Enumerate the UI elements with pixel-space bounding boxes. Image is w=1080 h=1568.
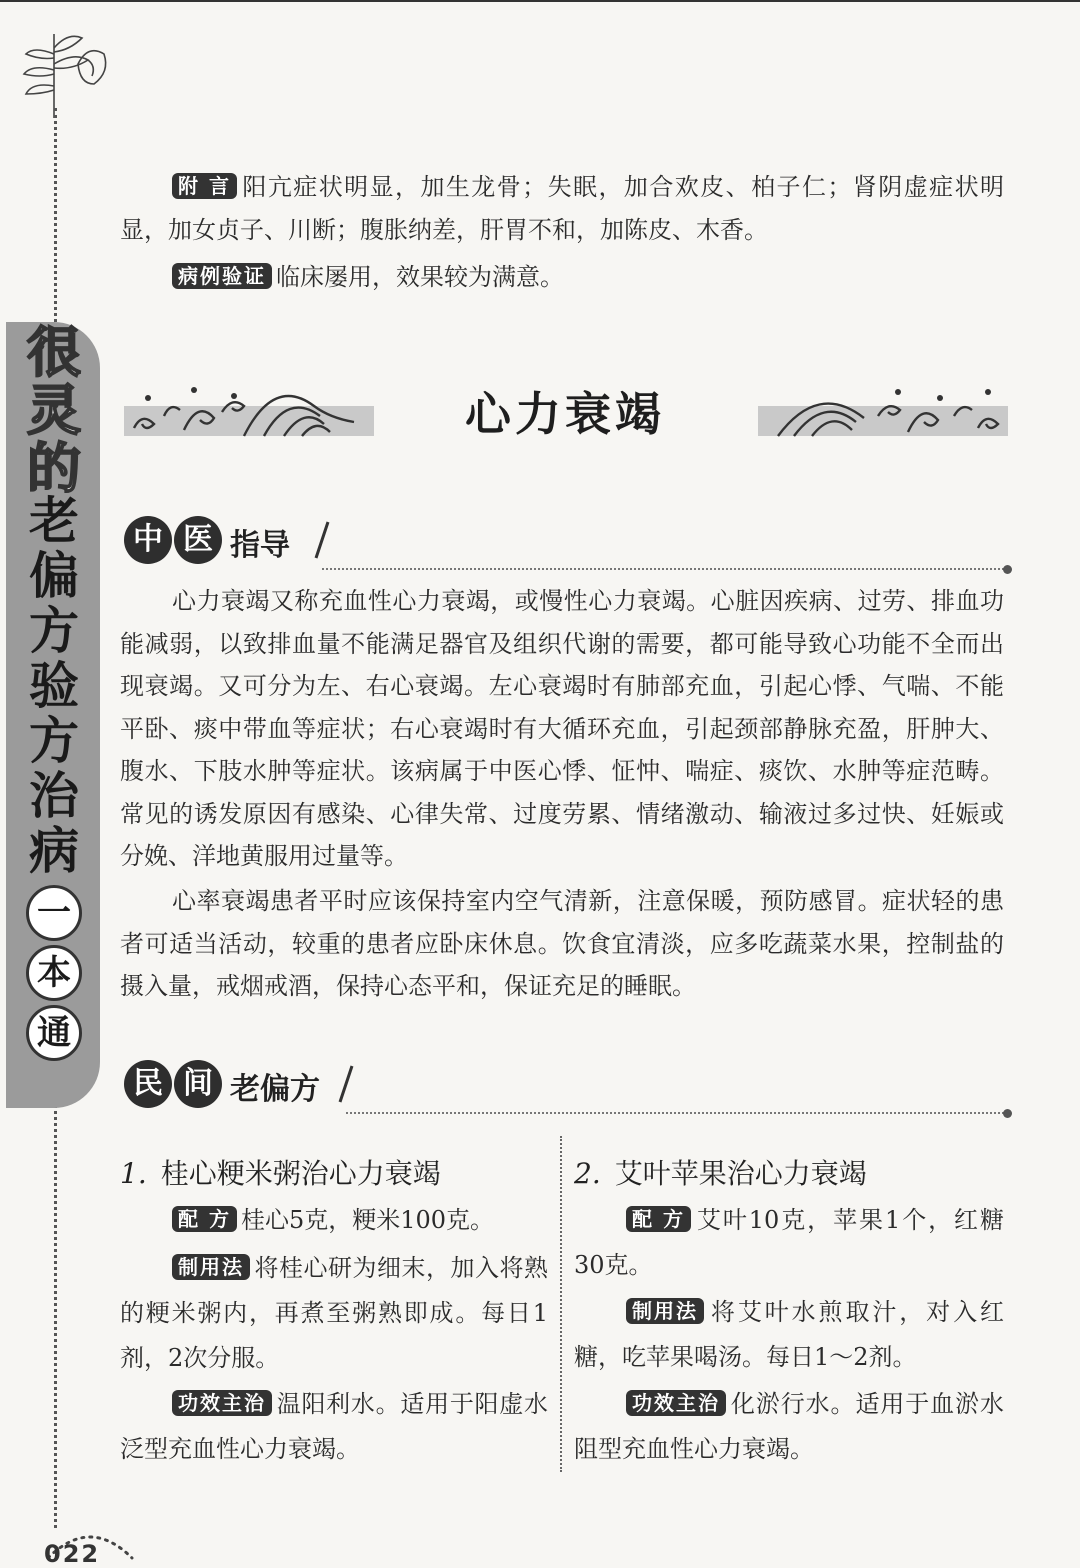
heading-rule-end-dot (1003, 1109, 1012, 1118)
recipe-formula (120, 1198, 548, 1243)
recipe-effect (120, 1382, 548, 1472)
series-title-char: 治 (29, 767, 79, 825)
effect-badge: 功效主治 (626, 1390, 726, 1416)
series-title-char: 灵 (27, 379, 81, 442)
effect-text: 化淤行水。适用于血淤水阻型充血性心力衰竭。 (574, 1390, 1004, 1463)
tcm-guide-paragraph-1: 心力衰竭又称充血性心力衰竭，或慢性心力衰竭。心脏因疾病、过劳、排血功能减弱，以致排血量不能满足器官及组织代谢的需要，都可能导致心功能不全而出现衰竭。又可分为左、右心衰竭。左心衰竭时有肺部充血，引起心悸、气喘、不能平卧、痰中带血等症状；右心衰竭时有大循环充血，引起颈部静脉充盈，肝肿大、腹水、下肢水肿等症状。该病属于中医心悸、怔忡、喘症、痰饮、水肿等症范畴。常见的诱发原因有感染、心律失常、过度劳累、情绪激动、输液过多过快、妊娠或分娩、洋地黄服用过量等。 (120, 587, 1004, 870)
folk-remedies-heading (122, 1060, 1012, 1120)
formula-badge: 配 方 (626, 1206, 691, 1232)
column-divider (560, 1136, 562, 1472)
heading-rule (346, 1112, 1004, 1114)
addendum-text: 阳亢症状明显，加生龙骨；失眠，加合欢皮、柏子仁；肾阴虚症状明显，加女贞子、川断；腹胀纳差，肝胃不和，加陈皮、木香。 (120, 173, 1004, 244)
recipe-title-text: 艾叶苹果治心力衰竭 (614, 1157, 867, 1190)
recipe-effect (574, 1382, 1004, 1472)
method-badge: 制用法 (626, 1298, 704, 1324)
heading-circle-char: 间 (174, 1060, 222, 1108)
series-title-char: 本 (26, 945, 82, 1001)
heading-text: 老偏方 (230, 1072, 320, 1107)
series-title-char: 方 (29, 602, 79, 660)
slash-icon (312, 520, 332, 560)
heading-circle-char: 中 (124, 516, 172, 564)
case-verification-paragraph (120, 256, 1004, 299)
series-title (14, 322, 94, 1061)
recipe-title-text: 桂心粳米粥治心力衰竭 (160, 1157, 441, 1190)
series-title-char: 很 (27, 321, 81, 384)
leaf-decoration-icon (18, 24, 118, 120)
heading-rule-end-dot (1003, 565, 1012, 574)
addendum-badge: 附 言 (172, 173, 237, 199)
formula-badge: 配 方 (172, 1206, 237, 1232)
recipe-formula (574, 1198, 1004, 1288)
recipe-number: 1. (120, 1157, 147, 1190)
heading-rule (322, 568, 1004, 570)
tcm-guide-paragraph-2: 心率衰竭患者平时应该保持室内空气清新，注意保暖，预防感冒。症状轻的患者可适当活动，较重的患者应卧床休息。饮食宜清淡，应多吃蔬菜水果，控制盐的摄入量，戒烟戒酒，保持心态平和，保证充足的睡眠。 (120, 887, 1004, 1000)
series-title-char: 病 (29, 822, 79, 880)
chapter-title: 心力衰竭 (465, 387, 665, 441)
case-verification-text: 临床屡用，效果较为满意。 (276, 263, 564, 291)
case-verification-badge: 病例验证 (172, 263, 272, 289)
method-text: 将艾叶水煎取汁，对入红糖，吃苹果喝汤。每日1～2剂。 (574, 1298, 1004, 1371)
heading-circle-char: 民 (124, 1060, 172, 1108)
formula-text: 桂心5克，粳米100克。 (240, 1206, 495, 1234)
series-title-char: 的 (27, 437, 81, 500)
series-title-char: 偏 (29, 547, 79, 605)
banner-wave-left-icon (124, 376, 374, 442)
effect-badge: 功效主治 (172, 1390, 272, 1416)
method-text: 将桂心研为细末，加入将熟的粳米粥内，再煮至粥熟即成。每日1剂，2次分服。 (120, 1254, 548, 1372)
heading-circle-char: 医 (174, 516, 222, 564)
page-number: 022 (44, 1540, 101, 1568)
heading-text: 指导 (230, 528, 290, 563)
series-title-char: 老 (29, 492, 79, 550)
addendum-paragraph (120, 166, 1004, 251)
tcm-guide-heading (122, 516, 1012, 576)
series-title-char: 验 (29, 657, 79, 715)
effect-text: 温阳利水。适用于阳虚水泛型充血性心力衰竭。 (120, 1390, 548, 1463)
series-title-char: 通 (26, 1005, 82, 1061)
recipe-title (574, 1152, 867, 1192)
recipe-number: 2. (574, 1157, 601, 1190)
method-badge: 制用法 (172, 1254, 250, 1280)
top-border (0, 0, 1080, 2)
slash-icon (336, 1064, 356, 1104)
recipe-title (120, 1152, 441, 1192)
recipe-method (120, 1246, 548, 1381)
series-title-char: 方 (29, 712, 79, 770)
recipe-method (574, 1290, 1004, 1380)
banner-wave-right-icon (758, 376, 1008, 442)
formula-text: 艾叶10克，苹果1个，红糖30克。 (574, 1206, 1004, 1279)
series-title-char: 一 (26, 885, 82, 941)
